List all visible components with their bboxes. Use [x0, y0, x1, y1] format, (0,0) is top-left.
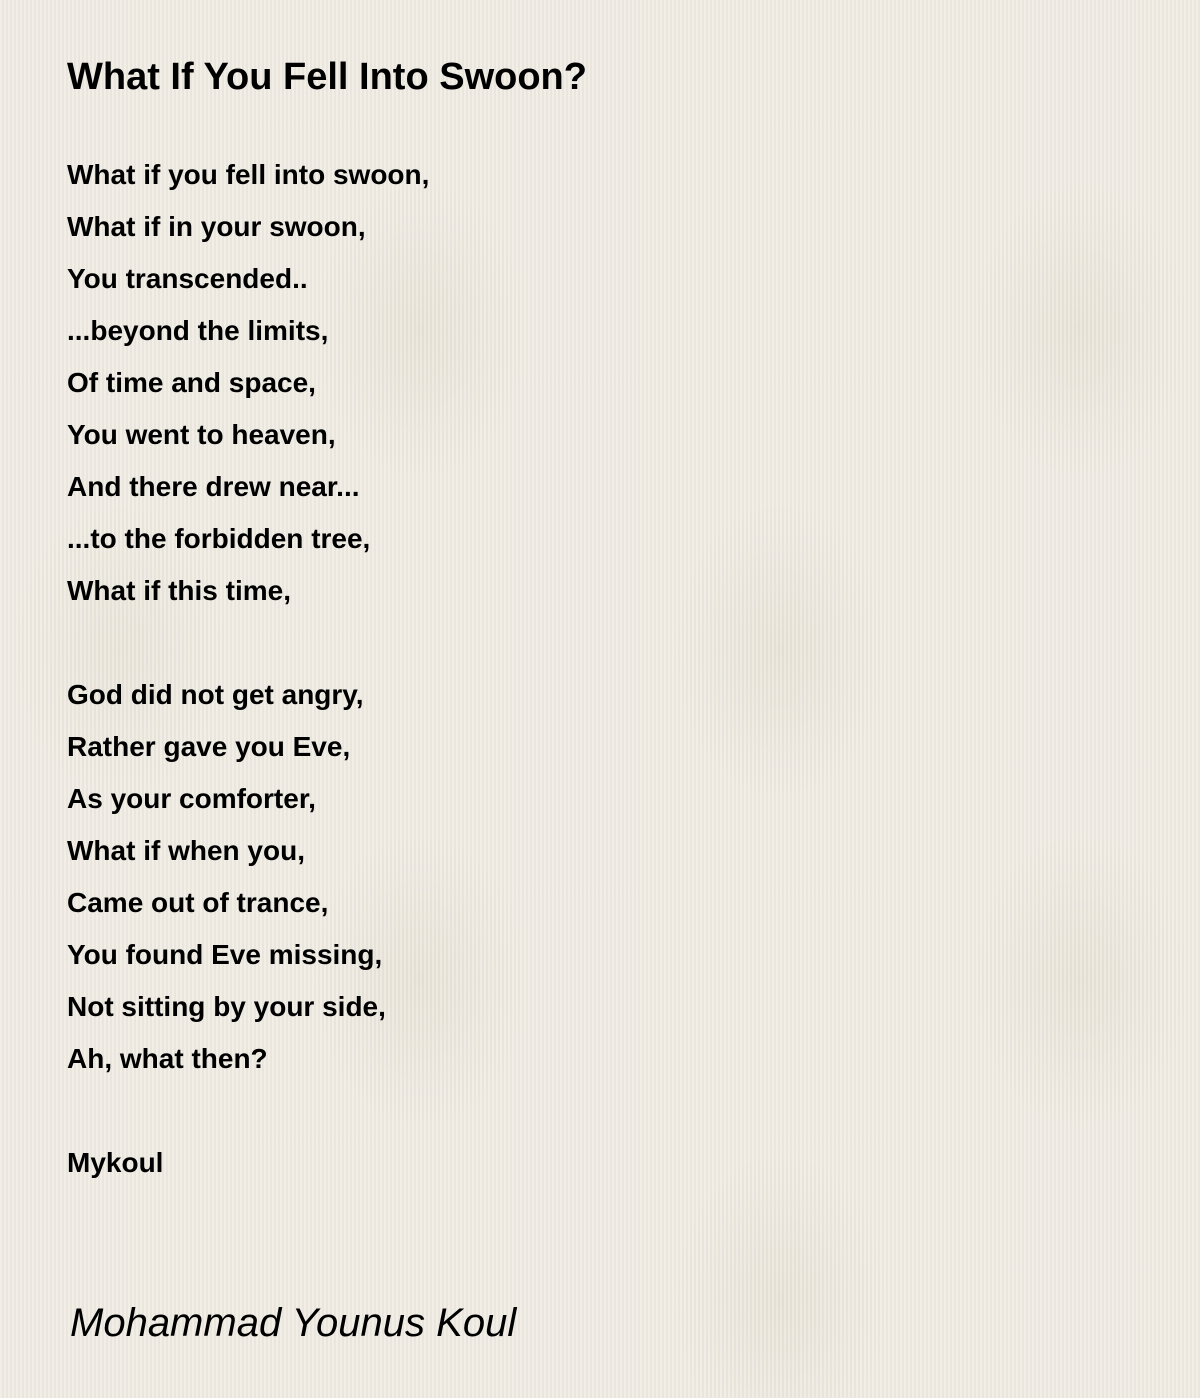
poem-body [67, 149, 429, 1189]
poem-line: Not sitting by your side, [67, 991, 386, 1022]
poem-line: God did not get angry, [67, 679, 364, 710]
poem-line: What if when you, [67, 835, 305, 866]
poem-line: Came out of trance, [67, 887, 329, 918]
poem-line: Ah, what then? [67, 1043, 268, 1074]
poem-title: What If You Fell Into Swoon? [67, 56, 587, 98]
poem-line: You went to heaven, [67, 419, 336, 450]
stanza-2 [67, 669, 429, 1085]
poem-line: You found Eve missing, [67, 939, 383, 970]
poem-line: ...beyond the limits, [67, 315, 329, 346]
poem-signoff: Mykoul [67, 1147, 164, 1178]
poem-line: Rather gave you Eve, [67, 731, 351, 762]
poem-line: What if you fell into swoon, [67, 159, 430, 190]
stanza-1 [67, 149, 429, 617]
poem-line: And there drew near... [67, 471, 360, 502]
poem-line: You transcended.. [67, 263, 308, 294]
poem-author: Mohammad Younus Koul [70, 1301, 517, 1345]
poem-line: Of time and space, [67, 367, 316, 398]
poem-line: What if in your swoon, [67, 211, 366, 242]
poem-line: ...to the forbidden tree, [67, 523, 371, 554]
poem-line: What if this time, [67, 575, 291, 606]
poem-line: As your comforter, [67, 783, 316, 814]
